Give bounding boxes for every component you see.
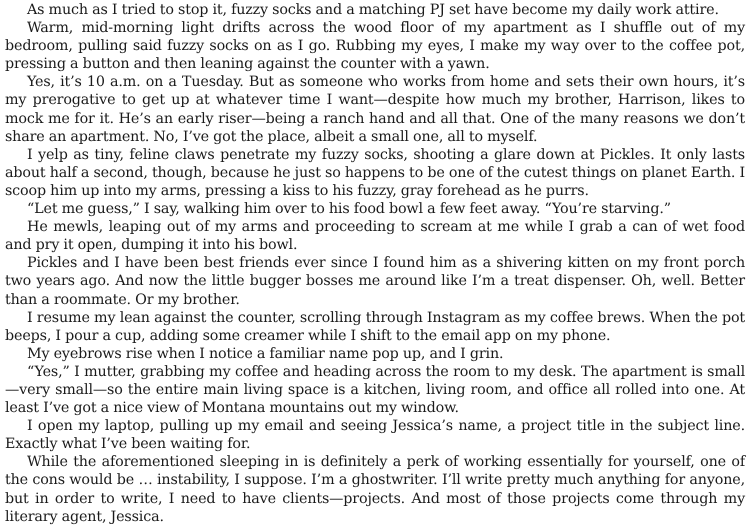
- paragraph: He mewls, leaping out of my arms and proceeding to scream at me while I grab a can of wet food and pry it open, dumping it into his bowl.: [5, 219, 745, 254]
- paragraph: I yelp as tiny, feline claws penetrate my fuzzy socks, shooting a glare down at Pickles. It only lasts about half a second, though, because he just so happens to be one of the cutest things on planet Earth. I scoop him up into my arms, pressing a kiss to his fuzzy, gray forehead as he purrs.: [5, 146, 745, 199]
- book-page: [0, 1, 750, 525]
- paragraph: Yes, it’s 10 a.m. on a Tuesday. But as someone who works from home and sets their own hours, it’s my prerogative to get up at whatever time I want—despite how much my brother, Harrison, likes to mock me for it. He’s an early riser—being a ranch hand and all that. One of the many reasons we don’t share an apartment. No, I’ve got the place, albeit a small one, all to myself.: [5, 74, 745, 145]
- paragraph: While the aforementioned sleeping in is definitely a perk of working essentially for yourself, one of the cons would be … instability, I suppose. I’m a ghostwriter. I’ll write pretty much anything for anyone, but in order to write, I need to have clients—projects. And most of those projects come through my literary agent, Jessica.: [5, 454, 745, 525]
- paragraph: I open my laptop, pulling up my email and seeing Jessica’s name, a project title in the subject line. Exactly what I’ve been waiting for.: [5, 418, 745, 453]
- paragraph: Warm, mid-morning light drifts across the wood floor of my apartment as I shuffle out of my bedroom, pulling said fuzzy socks on as I go. Rubbing my eyes, I make my way over to the coffee pot, pressing a button and then leaning against the counter with a yawn.: [5, 20, 745, 73]
- paragraph: “Let me guess,” I say, walking him over to his food bowl a few feet away. “You’re starving.”: [27, 201, 671, 218]
- paragraph: My eyebrows rise when I notice a familiar name pop up, and I grin.: [27, 345, 504, 362]
- paragraph: “Yes,” I mutter, grabbing my coffee and heading across the room to my desk. The apartment is small—very small—so the entire main living space is a kitchen, living room, and office all rolled into one. At least I’ve got a nice view of Montana mountains out my window.: [5, 363, 745, 417]
- paragraph: As much as I tried to stop it, fuzzy socks and a matching PJ set have become my daily work attire.: [27, 2, 719, 18]
- paragraph: I resume my lean against the counter, scrolling through Instagram as my coffee brews. When the pot beeps, I pour a cup, adding some creamer while I shift to the email app on my phone.: [5, 309, 745, 344]
- paragraph: Pickles and I have been best friends ever since I found him as a shivering kitten on my front porch two years ago. And now the little bugger bosses me around like I’m a treat dispenser. Oh, well. Better than a roommate. Or my brother.: [5, 255, 745, 308]
